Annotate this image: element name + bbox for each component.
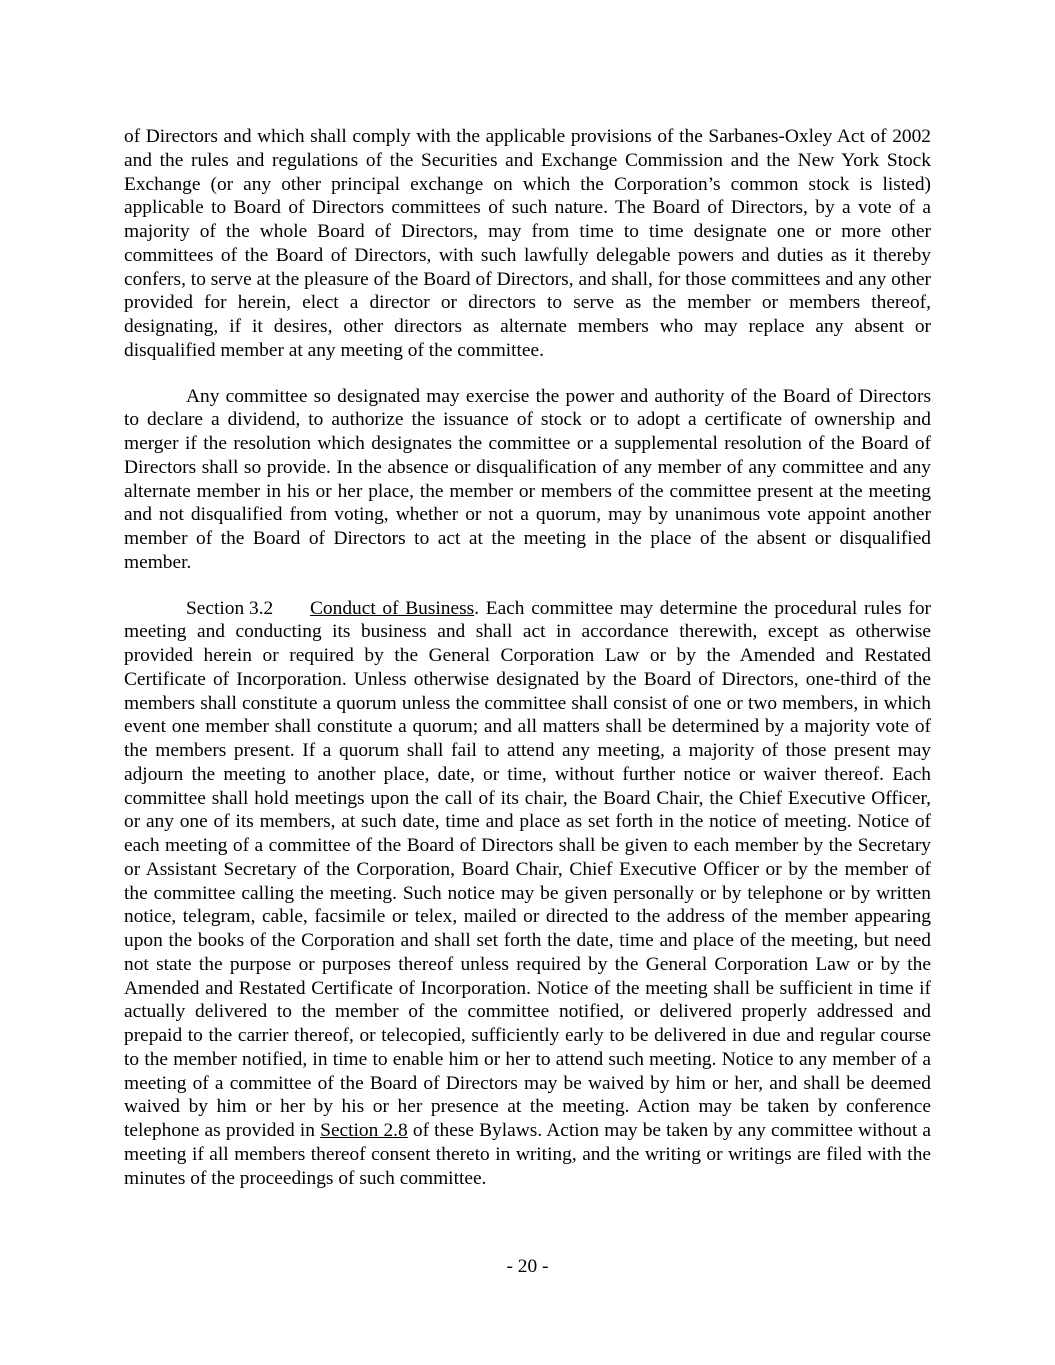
paragraph-committees-continued: of Directors and which shall comply with the applicable provisions of the Sarbanes-Oxley Act of 2002 and the rules and regulations of the Securities and Exchange Commission and the New York Stock Exchange (or any other principal exchange on which the Corporation’s common stock is listed) applicable to Board of Directors committees of such nature. The Board of Directors, by a vote of a majority of the whole Board of Directors, may from time to time designate one or more other committees of the Board of Directors, with such lawfully delegable powers and duties as it thereby confers, to serve at the pleasure of the Board of Directors, and shall, for those committees and any other provided for herein, elect a director or directors to serve as the member or members thereof, designating, if it desires, other directors as alternate members who may replace any absent or disqualified member at any meeting of the committee. [124,126,931,361]
section-2-8-reference: Section 2.8 [320,1120,408,1141]
section-3-2 [124,597,931,1191]
page-number: - 20 - [506,1256,549,1277]
section-number: Section 3.2 [186,597,274,619]
section-text-part-1: . Each committee may determine the procedural rules for meeting and conducting its business and shall act in accordance therewith, except as otherwise provided herein or required by the General Corporation Law or by the Amended and Restated Certificate of Incorporation. Unless otherwise designated by the Board of Directors, one-third of the members shall constitute a quorum unless the committee shall consist of one or two members, in which event one member shall constitute a quorum; and all matters shall be determined by a majority vote of the members present. If a quorum shall fail to attend any meeting, a majority of those present may adjourn the meeting to another place, date, or time, without further notice or waiver thereof. Each committee shall hold meetings upon the call of its chair, the Board Chair, the Chief Executive Officer, or any one of its members, at such date, time and place as set forth in the notice of meeting. Notice of each meeting of a committee of the Board of Directors shall be given to each member by the Secretary or Assistant Secretary of the Corporation, Board Chair, Chief Executive Officer or by the member of the committee calling the meeting. Such notice may be given personally or by telephone or by written notice, telegram, cable, facsimile or telex, mailed or directed to the address of the member appearing upon the books of the Corporation and shall set forth the date, time and place of the meeting, but need not state the purpose or purposes thereof unless required by the General Corporation Law or by the Amended and Restated Certificate of Incorporation. Notice of the meeting shall be sufficient in time if actually delivered to the member of the committee notified, or delivered properly addressed and prepaid to the carrier thereof, or telecopied, sufficiently early to be delivered in due and regular course to the member notified, in time to enable him or her to attend such meeting. Notice to any member of a meeting of a committee of the Board of Directors may be waived by him or her, and shall be deemed waived by him or her by his or her presence at the meeting. Action may be taken by conference telephone as provided in [124,597,931,1141]
document-page [124,125,931,1190]
section-title: Conduct of Business [310,597,475,619]
paragraph-committee-powers: Any committee so designated may exercise the power and authority of the Board of Directors to declare a dividend, to authorize the issuance of stock or to adopt a certificate of ownership and merger if the resolution which designates the committee or a supplemental resolution of the Board of Directors shall so provide. In the absence or disqualification of any member of any committee and any alternate member in his or her place, the member or members of the committee present at the meeting and not disqualified from voting, whether or not a quorum, may by unanimous vote appoint another member of the Board of Directors to act at the meeting in the place of the absent or disqualified member. [124,385,931,573]
section-text-part-2: of these Bylaws. Action may be taken by any committee without a meeting if all members thereof consent thereto in writing, and the writing or writings are filed with the minutes of the proceedings of such committee. [124,1120,932,1189]
